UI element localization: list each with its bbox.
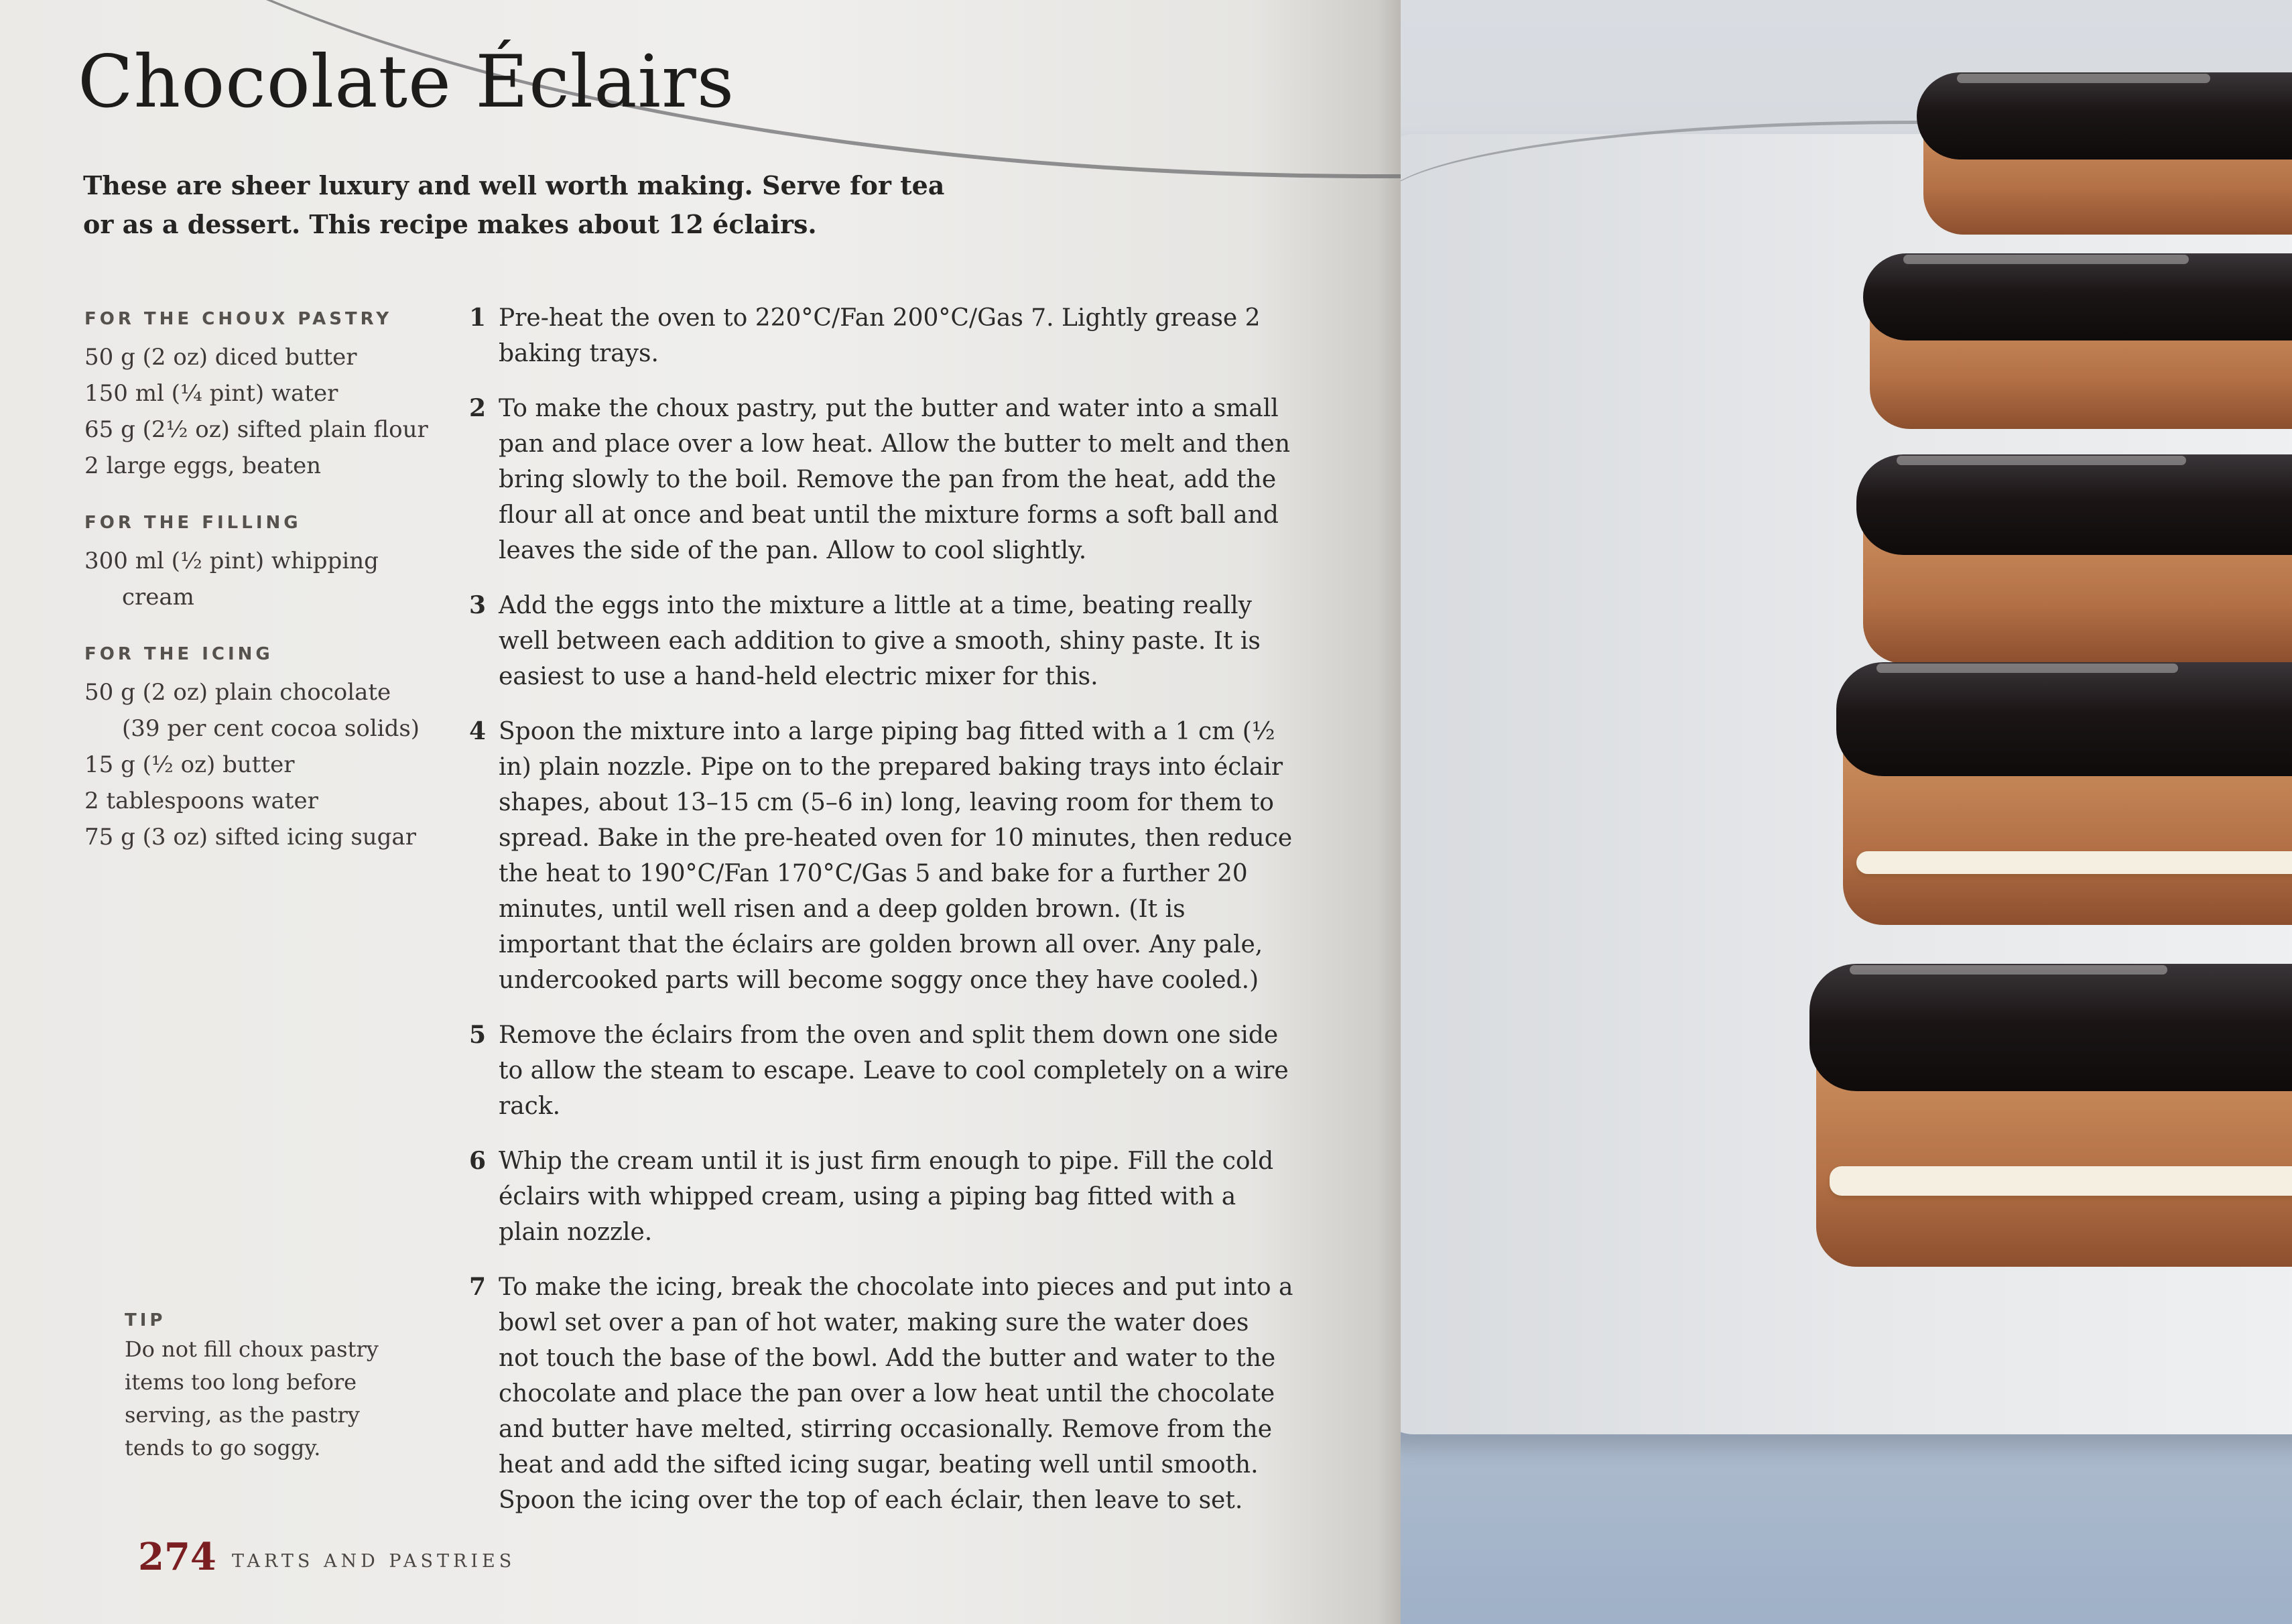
- ingredient-heading: FOR THE FILLING: [84, 513, 302, 533]
- cream-filling: [1830, 1166, 2292, 1196]
- cream-filling: [1856, 851, 2292, 874]
- eclair-image: [1923, 80, 2292, 235]
- step-number: 7: [469, 1273, 487, 1301]
- method-step: [469, 1017, 1293, 1124]
- glaze-shine: [1897, 456, 2186, 465]
- method-step: [469, 300, 1293, 371]
- method-step: [469, 714, 1293, 998]
- eclair-image: [1863, 462, 2292, 664]
- ingredient-group-icing: [84, 638, 433, 855]
- step-text: To make the choux pastry, put the butter and water into a small pan and place over a low heat. Allow the butter to melt and then bring slowly to the boil. Remove the pan from the heat, add the flour all at once and beat until the mixture forms a soft ball and leaves the side of the pan. Allow to cool slightly.: [499, 395, 1291, 564]
- method-step: [469, 1143, 1293, 1250]
- ingredient-item: 50 g (2 oz) plain chocolate: [84, 679, 391, 706]
- ingredient-heading: FOR THE ICING: [84, 644, 273, 664]
- ingredient-item: 300 ml (½ pint) whipping: [84, 548, 379, 574]
- ingredient-group-filling: [84, 507, 433, 615]
- step-number: 2: [469, 394, 487, 422]
- ingredient-item: cream: [122, 584, 194, 611]
- ingredient-item: 65 g (2½ oz) sifted plain flour: [84, 416, 428, 443]
- ingredient-group-choux: [84, 303, 433, 484]
- step-text: Pre-heat the oven to 220°C/Fan 200°C/Gas 7. Lightly grease 2 baking trays.: [499, 304, 1261, 367]
- ingredient-item: 50 g (2 oz) diced butter: [84, 344, 357, 371]
- recipe-intro: [83, 166, 1021, 244]
- ingredient-item: 75 g (3 oz) sifted icing sugar: [84, 824, 416, 851]
- ingredients-list: [84, 303, 433, 878]
- section-title: TARTS AND PASTRIES: [232, 1551, 516, 1572]
- ingredient-item: 15 g (½ oz) butter: [84, 751, 295, 778]
- ingredient-heading: FOR THE CHOUX PASTRY: [84, 309, 393, 329]
- step-text: Remove the éclairs from the oven and split them down one side to allow the steam to escape. Leave to cool completely on a wire rack.: [499, 1021, 1289, 1120]
- ingredient-item: 2 large eggs, beaten: [84, 452, 322, 479]
- page-number: 274: [138, 1535, 216, 1579]
- step-number: 3: [469, 591, 487, 619]
- chocolate-glaze: [1856, 454, 2292, 555]
- recipe-title: Chocolate Éclairs: [78, 40, 735, 124]
- step-number: 6: [469, 1147, 487, 1175]
- method-step: [469, 588, 1293, 694]
- intro-line-2: or as a dessert. This recipe makes about 12 éclairs.: [83, 209, 817, 239]
- tip-text: Do not fill choux pastry items too long before serving, as the pastry tends to go soggy.: [125, 1336, 379, 1460]
- chocolate-glaze: [1836, 662, 2292, 776]
- step-number: 4: [469, 717, 487, 745]
- ingredient-item: 2 tablespoons water: [84, 788, 318, 814]
- page-footer: [138, 1535, 515, 1579]
- eclair-image: [1816, 972, 2292, 1267]
- chocolate-glaze: [1863, 253, 2292, 340]
- eclair-image: [1870, 261, 2292, 429]
- ingredient-item: (39 per cent cocoa solids): [122, 715, 420, 742]
- tip-box: [125, 1310, 420, 1464]
- glaze-shine: [1903, 255, 2189, 264]
- tip-heading: TIP: [125, 1310, 166, 1330]
- ingredient-item: 150 ml (¼ pint) water: [84, 380, 338, 407]
- step-number: 5: [469, 1021, 487, 1049]
- method-step: [469, 1269, 1293, 1518]
- chocolate-glaze: [1809, 964, 2292, 1091]
- glaze-shine: [1876, 664, 2178, 673]
- chocolate-glaze: [1917, 72, 2292, 160]
- step-text: To make the icing, break the chocolate into pieces and put into a bowl set over a pan of hot water, making sure the water does not touch the base of the bowl. Add the butter and water to the chocolate and place the pan over a low heat until the chocolate and butter have melted, stirring occasionally. Remove from the heat and add the sifted icing sugar, beating well until smooth. Spoon the icing over the top of each éclair, then leave to set.: [499, 1273, 1293, 1514]
- step-number: 1: [469, 304, 487, 332]
- eclairs-photo: [1401, 0, 2292, 1624]
- method-steps: [469, 300, 1293, 1538]
- step-text: Add the eggs into the mixture a little at a time, beating really well between each addition to give a smooth, shiny paste. It is easiest to use a hand-held electric mixer for this.: [499, 592, 1261, 690]
- step-text: Spoon the mixture into a large piping bag fitted with a 1 cm (½ in) plain nozzle. Pipe on to the prepared baking trays into éclair shapes, about 13–15 cm (5–6 in) long, leaving room for them to spread. Bake in the pre-heated oven for 10 minutes, then reduce the heat to 190°C/Fan 170°C/Gas 5 and bake for a further 20 minutes, until well risen and a deep golden brown. (It is important that the éclairs are golden brown all over. Any pale, undercooked parts will become soggy once they have cooled.): [499, 718, 1293, 994]
- intro-line-1: These are sheer luxury and well worth making. Serve for tea: [83, 170, 945, 200]
- step-text: Whip the cream until it is just firm enough to pipe. Fill the cold éclairs with whipped cream, using a piping bag fitted with a plain nozzle.: [499, 1147, 1274, 1246]
- glaze-shine: [1850, 965, 2167, 975]
- eclair-image: [1843, 670, 2292, 925]
- method-step: [469, 391, 1293, 568]
- glaze-shine: [1957, 74, 2210, 83]
